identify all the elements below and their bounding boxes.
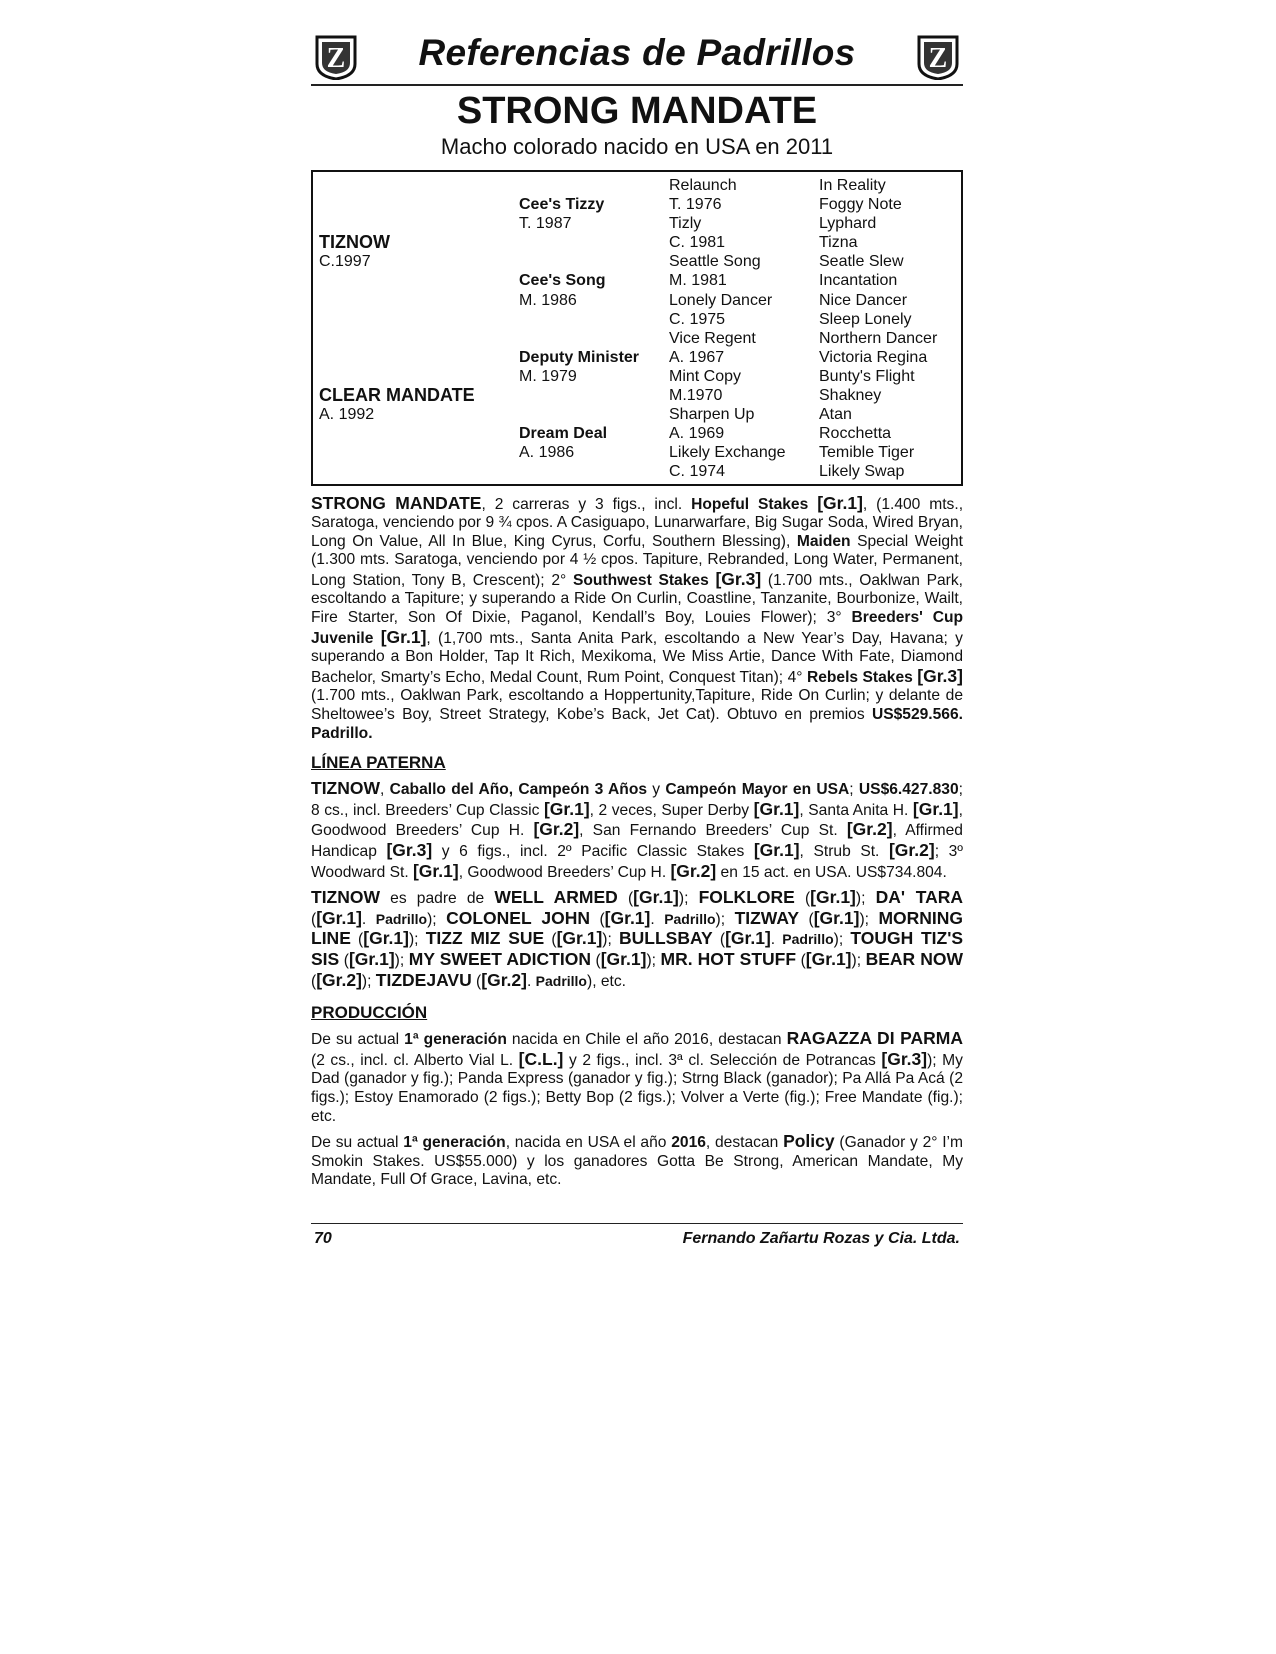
document-page (311, 28, 964, 1247)
pedigree-cell (319, 462, 519, 481)
pedigree-cell: Tizna (819, 234, 858, 252)
pedigree-cell: M. 1979 (519, 367, 577, 385)
pedigree-cell: Relaunch (669, 177, 737, 194)
pedigree-cell: Likely Swap (819, 463, 905, 481)
pedigree-cell: M.1970 (669, 387, 723, 405)
pedigree-cell (519, 329, 669, 348)
pedigree-cell: Sleep Lonely (819, 310, 912, 328)
pedigree-row (319, 271, 955, 290)
pedigree-row (319, 405, 955, 424)
pedigree-row (319, 176, 955, 195)
pedigree-cell: Sharpen Up (669, 406, 755, 424)
pedigree-cell: A. 1967 (669, 348, 725, 366)
pedigree-cell (319, 214, 519, 233)
pedigree-cell: Temible Tiger (819, 444, 915, 462)
linea-paragraph-1: TIZNOW, Caballo del Año, Campeón 3 Años y Campeón Mayor en USA; US$6.427.830; 8 cs., incl. Breeders’ Cup Classic [Gr.1], 2 veces, Super Derby [Gr.1], Santa Anita H. [Gr.1], Goodwood Breeders’ Cup H. [Gr.2], San Fernando Breeders’ Cup St. [Gr.2], Affirmed Handicap [Gr.3] y 6 figs., incl. 2º Pacific Classic Stakes [Gr.1], Strub St. [Gr.2]; 3º Woodward St. [Gr.1], Goodwood Breeders’ Cup H. [Gr.2] en 15 act. en USA. US$734.804. (311, 778, 963, 881)
pedigree-cell: Seattle Song (669, 253, 761, 271)
horse-name: STRONG MANDATE (456, 90, 818, 132)
pedigree-cell (319, 176, 519, 195)
pedigree-cell: Tizly (669, 215, 702, 233)
pedigree-cell (319, 424, 519, 443)
pedigree-cell (519, 233, 669, 252)
pedigree-cell: Likely Exchange (669, 444, 786, 462)
pedigree-cell (319, 271, 519, 290)
page-footer (311, 1223, 963, 1252)
pedigree-cell (519, 252, 669, 271)
pedigree-row (319, 367, 955, 386)
pedigree-cell (319, 367, 519, 386)
pedigree-cell: Rocchetta (819, 425, 892, 443)
pedigree-row (319, 424, 955, 443)
pedigree-row (319, 310, 955, 329)
pedigree-row (319, 252, 955, 271)
pedigree-box (311, 170, 963, 486)
page-number: 70 (314, 1230, 332, 1247)
pedigree-cell: M. 1981 (669, 272, 727, 290)
pedigree-cell: Cee's Song (519, 272, 606, 290)
pedigree-cell (319, 310, 519, 329)
pedigree-cell: C. 1981 (669, 234, 726, 252)
pedigree-row (319, 329, 955, 348)
pedigree-cell: Northern Dancer (819, 329, 938, 347)
pedigree-cell (519, 176, 669, 195)
pedigree-row (319, 348, 955, 367)
pedigree-cell: Deputy Minister (519, 348, 640, 366)
pedigree-cell (319, 443, 519, 462)
pedigree-cell: Lonely Dancer (669, 291, 773, 309)
pedigree-cell: Seatle Slew (819, 253, 904, 271)
pedigree-cell (319, 329, 519, 348)
page-header (311, 28, 963, 86)
produccion-paragraph-1: De su actual 1ª generación nacida en Chile el año 2016, destacan RAGAZZA DI PARMA (2 cs., incl. cl. Alberto Vial L. [C.L.] y 2 figs., incl. 3ª cl. Selección de Potrancas [Gr.3]); My Dad (ganador y fig.); Panda Express (ganador y fig.); Strng Black (ganador); Pa Allá Pa Acá (2 figs.); Estoy Enamorado (2 figs.); Betty Bop (2 figs.); Volver a Verte (fig.); Free Mandate (fig.); etc. (311, 1028, 963, 1125)
campaign-paragraph: STRONG MANDATE, 2 carreras y 3 figs., incl. Hopeful Stakes [Gr.1], (1.400 mts., Saratoga, venciendo por 9 ¾ cpos. A Casiguapo, Lunarwarfare, Big Sugar Soda, Wired Bryan, Long On Value, All In Blue, King Cyrus, Corfu, Southern Blessing), Maiden Special Weight (1.300 mts. Saratoga, venciendo por 4 ½ cpos. Tapiture, Rebranded, Long Water, Permanent, Long Station, Tony B, Crescent); 2° Southwest Stakes [Gr.3] (1.700 mts., Oaklwan Park, escoltando a Tapiture; y superando a Ride On Curlin, Coastline, Tanzanite, Bourbonize, Wailt, Fire Starter, Son Of Dixie, Paganol, Kendall’s Boy, Louies Flower); 3° Breeders' Cup Juvenile [Gr.1], (1,700 mts., Santa Anita Park, escoltando a New Year’s Day, Havana; y superando a Bon Holder, Tap It Rich, Mexikoma, We Miss Artie, Dance With Fate, Diamond Bachelor, Smarty’s Echo, Medal Count, Rum Point, Conquest Titan); 4° Rebels Stakes [Gr.3] (1.700 mts., Oaklwan Park, escoltando a Hoppertunity,Tapiture, Ride On Curlin; y delante de Sheltowee’s Boy, Street Strategy, Kobe’s Back, Jet Cat). Obtuvo en premios US$529.566. Padrillo. (311, 492, 964, 742)
pedigree-row (319, 291, 955, 310)
pedigree-cell (519, 386, 669, 405)
pedigree-cell: Nice Dancer (819, 291, 908, 309)
pedigree-cell: M. 1986 (519, 291, 577, 309)
pedigree-cell: C. 1974 (669, 463, 726, 481)
pedigree-cell: Foggy Note (819, 196, 902, 214)
pedigree-row (319, 214, 955, 233)
pedigree-cell: Vice Regent (669, 329, 756, 347)
produccion-paragraph-2: De su actual 1ª generación, nacida en USA el año 2016, destacan Policy (Ganador y 2° I’m Smokin Stakes. US$55.000) y los ganadores Gotta Be Strong, American Mandate, My Mandate, Full Of Grace, Lavina, etc. (311, 1131, 964, 1189)
pedigree-row (319, 462, 955, 481)
pedigree-cell: A. 1969 (669, 425, 725, 443)
pedigree-cell: Dream Deal (519, 425, 608, 443)
svg-text:Z: Z (928, 43, 948, 74)
pedigree-cell: Cee's Tizzy (519, 196, 605, 214)
linea-paragraph-2: TIZNOW es padre de WELL ARMED ([Gr.1]); FOLKLORE ([Gr.1]); DA' TARA ([Gr.1]. Padrillo); COLONEL JOHN ([Gr.1]. Padrillo); TIZWAY ([Gr.1]); MORNING LINE ([Gr.1]); TIZZ MIZ SUE ([Gr.1]); BULLSBAY ([Gr.1]. Padrillo); TOUGH TIZ'S SIS ([Gr.1]); MY SWEET ADICTION ([Gr.1]); MR. HOT STUFF ([Gr.1]); BEAR NOW ([Gr.2]); TIZDEJAVU ([Gr.2]. Padrillo), etc. (311, 887, 964, 990)
header-title: Referencias de Padrillos (418, 32, 856, 73)
pedigree-cell: Mint Copy (669, 367, 742, 385)
pedigree-row (319, 443, 955, 462)
pedigree-cell: Incantation (819, 272, 898, 290)
pedigree-cell (519, 310, 669, 329)
company-name: Fernando Zañartu Rozas y Cia. Ltda. (682, 1230, 960, 1247)
pedigree-cell: Shakney (819, 387, 882, 405)
pedigree-cell (319, 348, 519, 367)
pedigree-cell (319, 291, 519, 310)
pedigree-cell: T. 1976 (669, 196, 722, 214)
pedigree-cell: A. 1986 (519, 444, 575, 462)
pedigree-cell: TIZNOW (319, 232, 390, 253)
pedigree-row (319, 233, 955, 252)
pedigree-row (319, 386, 955, 405)
pedigree-cell: C. 1975 (669, 310, 726, 328)
pedigree-cell: Lyphard (819, 215, 877, 233)
pedigree-cell: T. 1987 (519, 215, 572, 233)
pedigree-cell: Victoria Regina (819, 348, 928, 366)
pedigree-cell: CLEAR MANDATE (319, 385, 475, 406)
logo-icon (916, 34, 960, 80)
svg-text:Z: Z (326, 43, 346, 74)
pedigree-cell: A. 1992 (319, 406, 375, 424)
pedigree-cell: In Reality (819, 177, 886, 194)
pedigree-cell (319, 195, 519, 214)
pedigree-row (319, 195, 955, 214)
section-heading-linea-paterna: LÍNEA PATERNA (311, 753, 446, 773)
pedigree-cell (519, 462, 669, 481)
pedigree-cell: Bunty's Flight (819, 367, 915, 385)
pedigree-cell (519, 405, 669, 424)
pedigree-cell: C.1997 (319, 253, 371, 271)
pedigree-cell: Atan (819, 406, 852, 424)
section-heading-produccion: PRODUCCIÓN (311, 1003, 428, 1023)
horse-subtitle: Macho colorado nacido en USA en 2011 (440, 134, 834, 159)
pedigree-table (319, 176, 955, 482)
